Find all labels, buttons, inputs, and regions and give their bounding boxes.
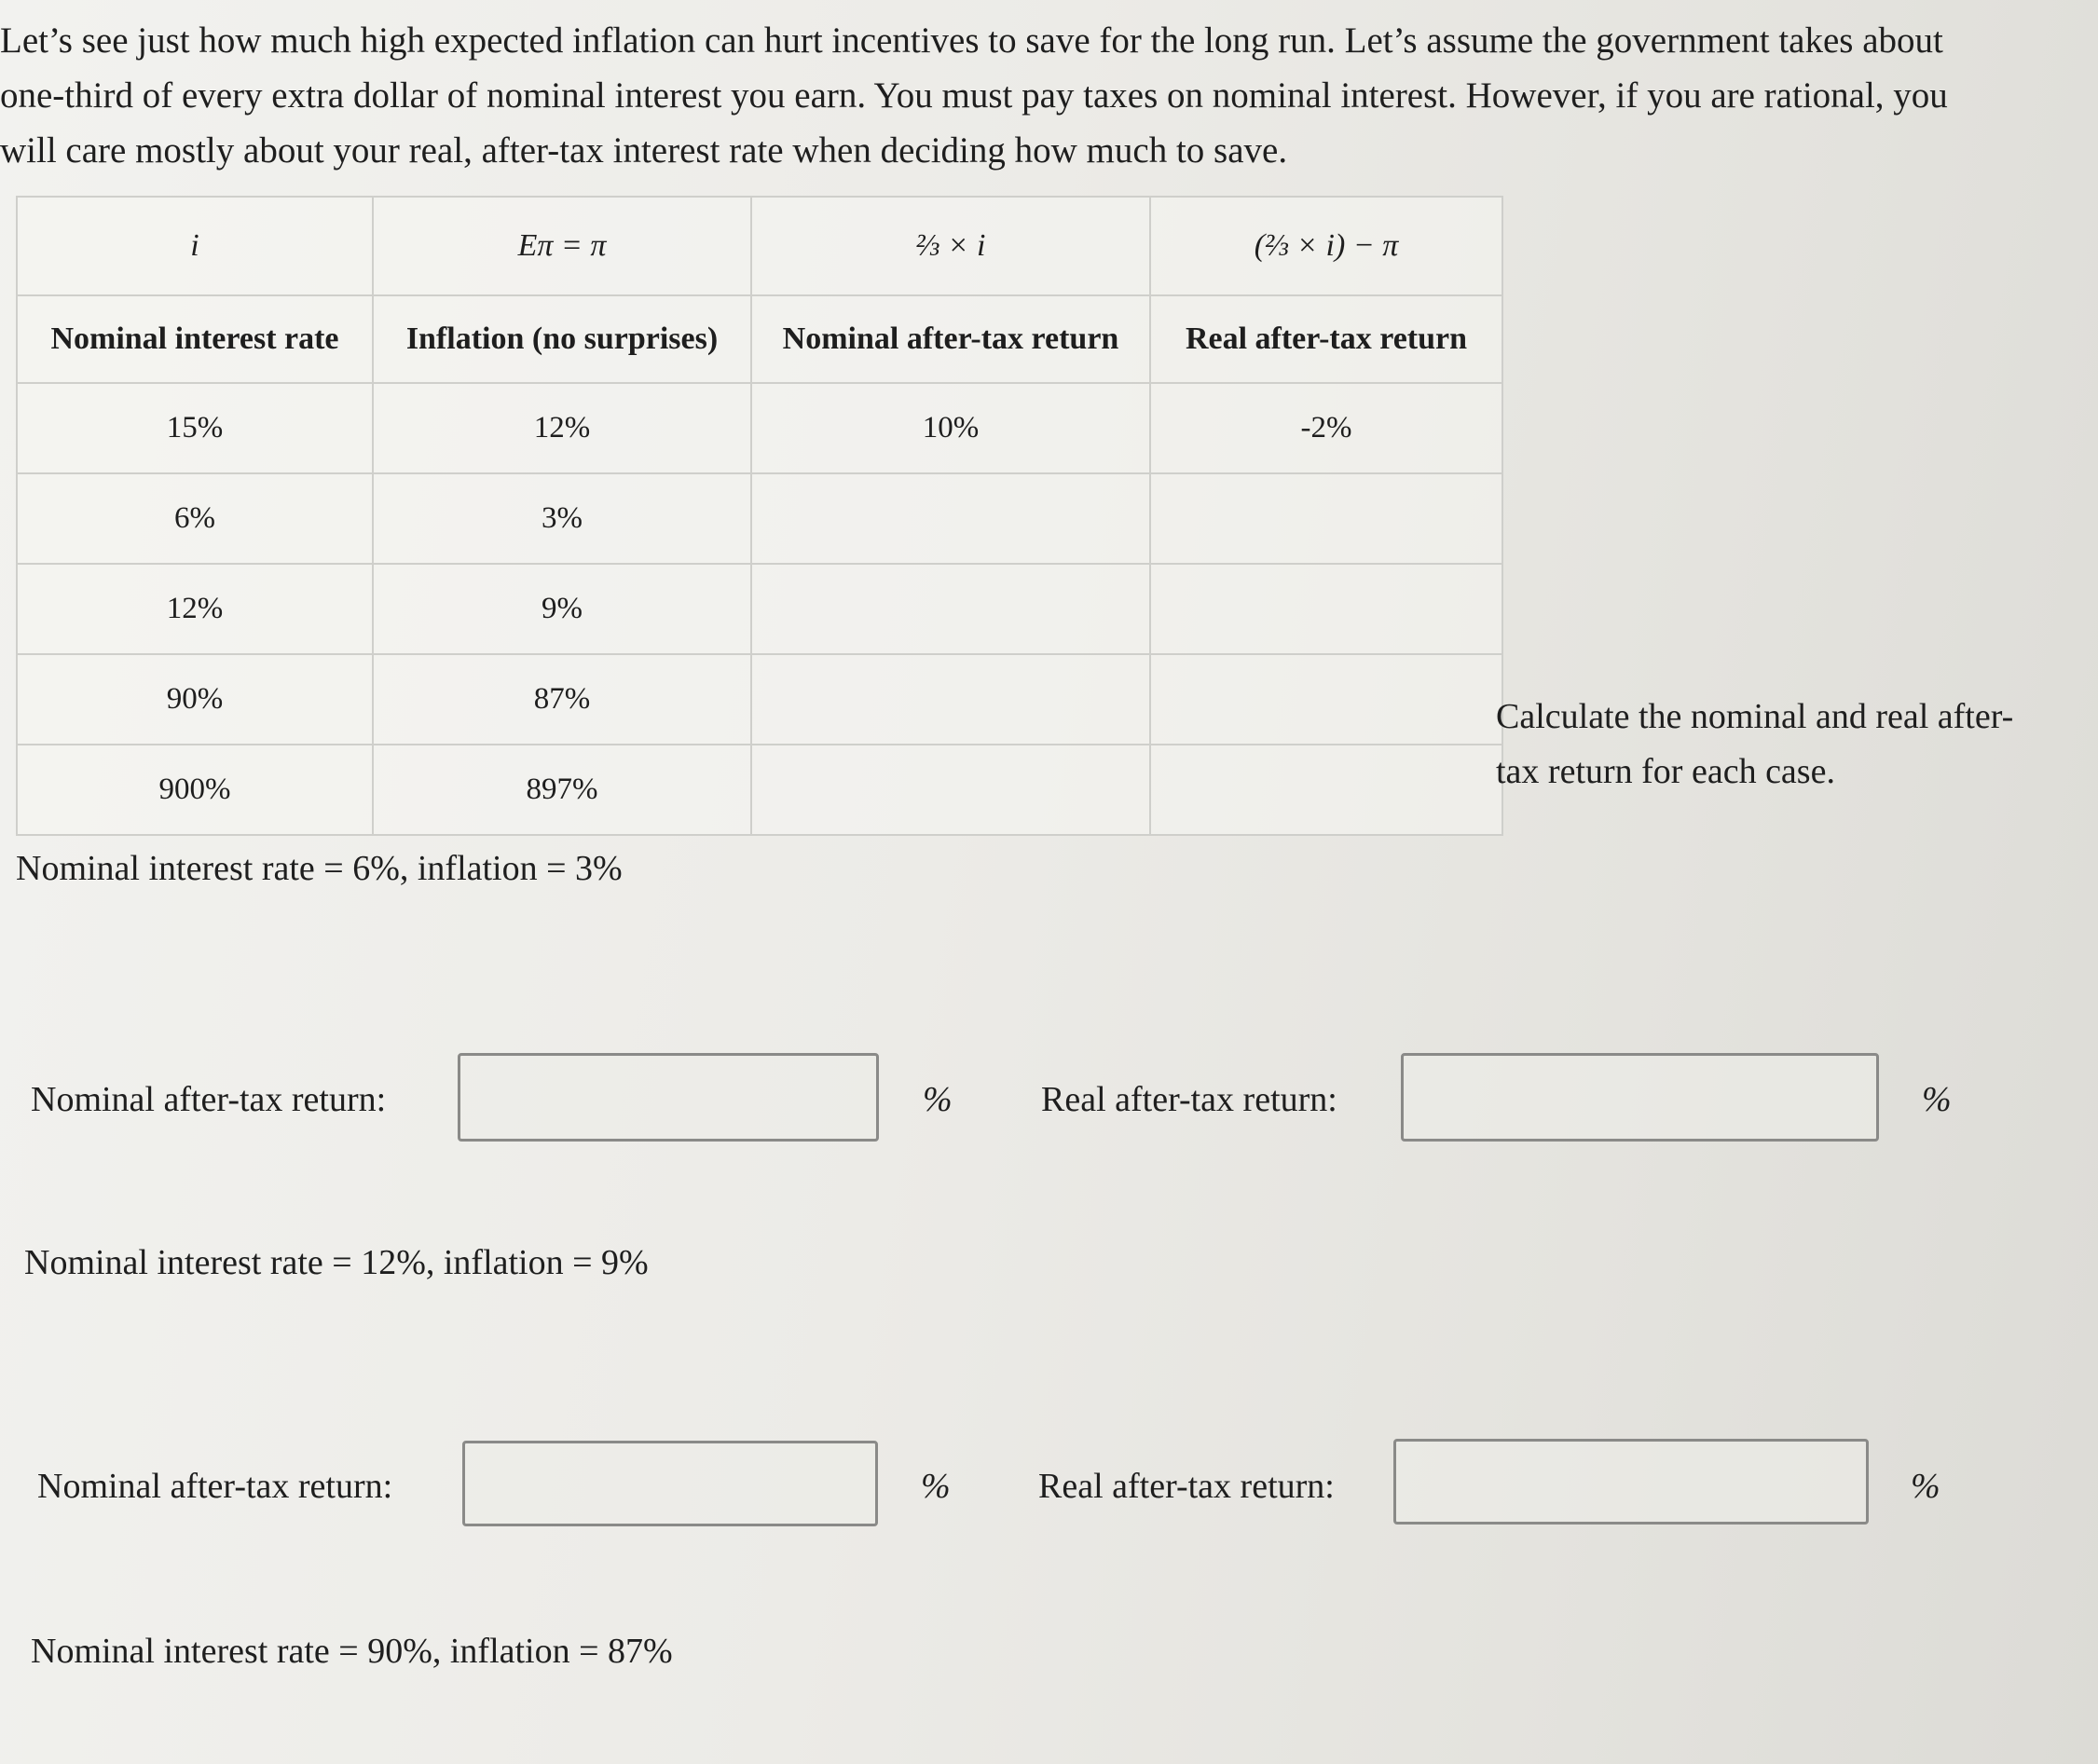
case-1-nominal-input[interactable] <box>458 1053 879 1142</box>
formula-inflation: Eπ = π <box>373 197 751 295</box>
case-2-real-label: Real after-tax return: <box>1038 1467 1335 1506</box>
formula-nominal-after-tax: ⅔ × i <box>751 197 1150 295</box>
formula-real-after-tax: (⅔ × i) − π <box>1150 197 1502 295</box>
case-3-title: Nominal interest rate = 90%, inflation = 87% <box>31 1632 673 1671</box>
table-cell: 897% <box>373 745 751 835</box>
table-cell <box>751 564 1150 654</box>
table-row <box>17 745 1502 835</box>
case-1-title: Nominal interest rate = 6%, inflation = 3% <box>16 849 623 888</box>
table-cell: 9% <box>373 564 751 654</box>
case-1-real-label: Real after-tax return: <box>1041 1080 1337 1119</box>
case-1-real-input[interactable] <box>1401 1053 1879 1142</box>
table-cell: 12% <box>373 383 751 473</box>
header-row <box>17 295 1502 383</box>
table-cell <box>751 654 1150 745</box>
table-cell <box>751 473 1150 564</box>
formula-nominal-rate: i <box>17 197 373 295</box>
formula-row <box>17 197 1502 295</box>
case-2-nominal-input[interactable] <box>462 1441 878 1526</box>
case-2-nominal-label: Nominal after-tax return: <box>37 1467 393 1506</box>
header-inflation: Inflation (no surprises) <box>373 295 751 383</box>
table-cell: 900% <box>17 745 373 835</box>
table-cell: 12% <box>17 564 373 654</box>
instruction-note: Calculate the nominal and real after-tax return for each case. <box>1496 697 2014 791</box>
table-row <box>17 473 1502 564</box>
header-nominal-after-tax: Nominal after-tax return <box>751 295 1150 383</box>
case-2-real-input[interactable] <box>1393 1439 1869 1525</box>
table-cell: 3% <box>373 473 751 564</box>
case-1-nominal-label: Nominal after-tax return: <box>31 1080 387 1119</box>
table-cell: 87% <box>373 654 751 745</box>
returns-table <box>16 196 1503 836</box>
table-cell <box>751 745 1150 835</box>
header-real-after-tax: Real after-tax return <box>1150 295 1502 383</box>
case-2-title: Nominal interest rate = 12%, inflation = 9% <box>24 1243 649 1282</box>
table-cell <box>1150 654 1502 745</box>
header-nominal-rate: Nominal interest rate <box>17 295 373 383</box>
table-cell: -2% <box>1150 383 1502 473</box>
intro-paragraph: Let’s see just how much high expected inflation can hurt incentives to save for the long run. Let’s assume the government takes about one-third of every extra dollar of nominal interest you earn. You must pay taxes on nominal interest. However, if you are rational, you will care mostly about your real, after-tax interest rate when deciding how much to save. <box>0 21 1948 171</box>
case-2-real-unit: % <box>1911 1467 1940 1506</box>
table-cell: 10% <box>751 383 1150 473</box>
table-cell <box>1150 745 1502 835</box>
table-cell <box>1150 473 1502 564</box>
table-row <box>17 654 1502 745</box>
table-row <box>17 383 1502 473</box>
case-2-nominal-unit: % <box>921 1467 951 1506</box>
table-cell: 90% <box>17 654 373 745</box>
case-1-real-unit: % <box>1922 1080 1952 1119</box>
case-1-nominal-unit: % <box>923 1080 953 1119</box>
table-cell: 6% <box>17 473 373 564</box>
table-row <box>17 564 1502 654</box>
table-cell <box>1150 564 1502 654</box>
table-cell: 15% <box>17 383 373 473</box>
